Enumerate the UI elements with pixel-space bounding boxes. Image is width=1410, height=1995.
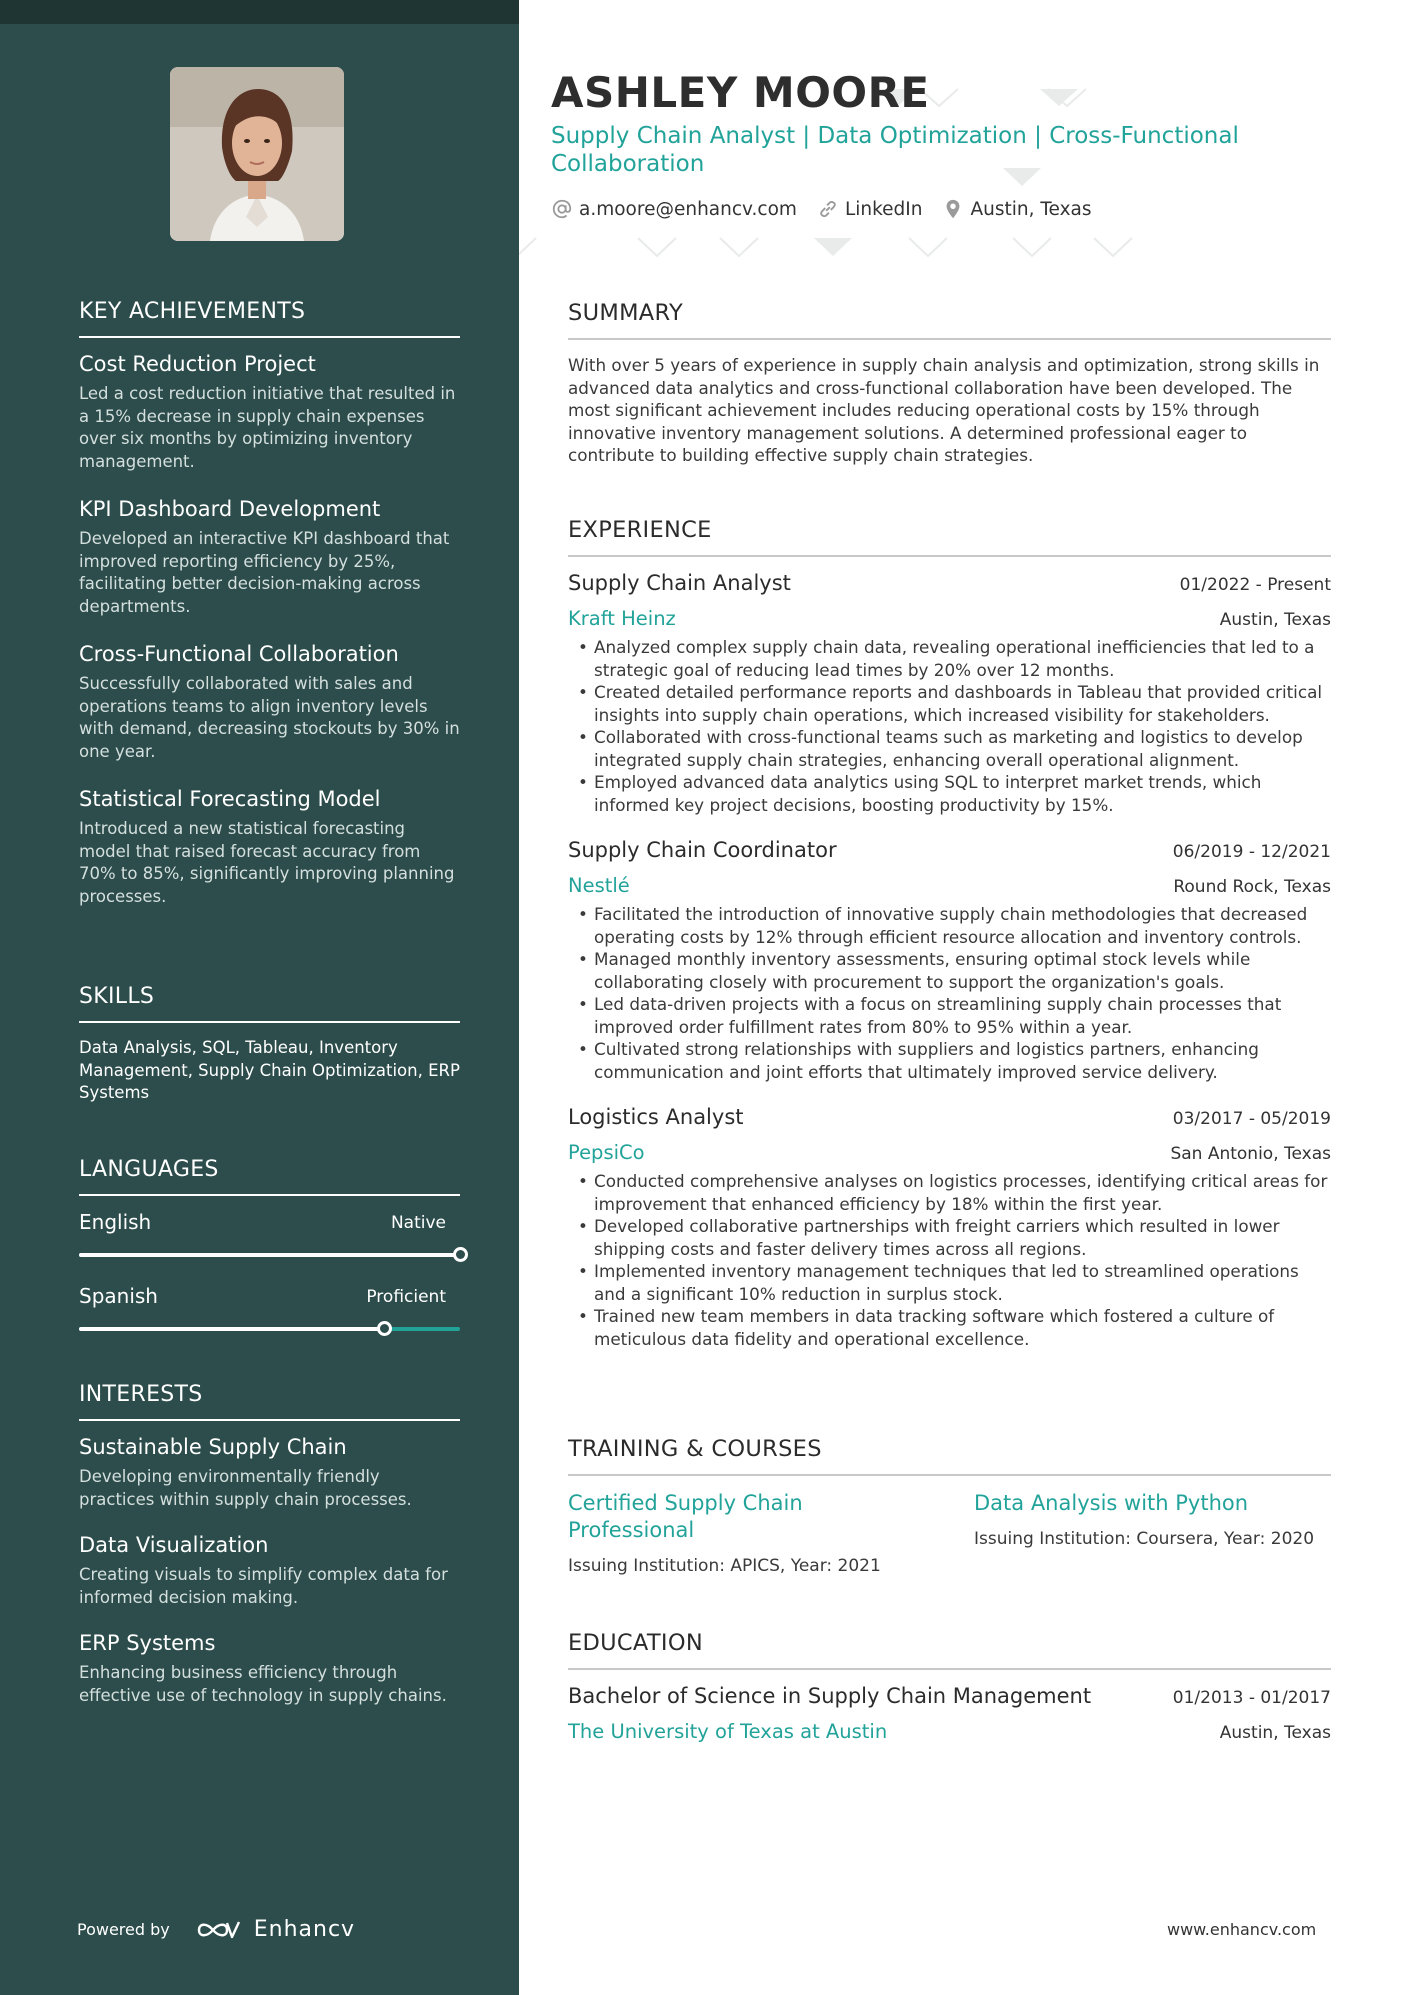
education-degree: Bachelor of Science in Supply Chain Management [568,1684,1092,1708]
job-company: PepsiCo [568,1141,645,1164]
language-proficiency-marker [377,1321,392,1336]
job-bullets [568,903,1331,1083]
education-dates: 01/2013 - 01/2017 [1172,1688,1331,1708]
job-bullet: • Facilitated the introduction of innovative supply chain methodologies that decreased operating costs by 12% through efficient resource allocation and inventory controls. [594,903,1331,948]
education-school: The University of Texas at Austin [568,1720,888,1743]
footer-url[interactable]: www.enhancv.com [1167,1920,1317,1939]
candidate-name: ASHLEY MOORE [551,68,930,117]
summary-section [568,300,1331,467]
course-desc: Issuing Institution: APICS, Year: 2021 [568,1556,881,1576]
job-entry [568,571,1331,816]
experience-heading: EXPERIENCE [568,517,1331,557]
job-title: Logistics Analyst [568,1105,744,1129]
interest-desc: Creating visuals to simplify complex data for informed decision making. [79,1565,448,1607]
job-location: Austin, Texas [1219,610,1331,630]
summary-text: With over 5 years of experience in supply chain analysis and optimization, strong skills in advanced data analytics and cross-functional collaboration have been developed. The most significant achievement includes reducing operational costs by 15% through innovative inventory management solutions. A determined professional eager to contribute to building effective supply chain strategies. [568,355,1320,465]
contact-email-text: a.moore@enhancv.com [579,198,797,220]
job-location: San Antonio, Texas [1170,1144,1331,1164]
job-title: Supply Chain Analyst [568,571,791,595]
interest-item [79,1631,460,1707]
language-proficiency-bar [79,1327,460,1331]
contact-location [942,198,1091,220]
interest-title: Sustainable Supply Chain [79,1435,347,1459]
powered-by-label: Powered by [77,1920,170,1939]
training-heading: TRAINING & COURSES [568,1436,1331,1476]
training-section [568,1436,1331,1576]
location-pin-icon [942,198,964,220]
language-proficiency-marker [453,1247,468,1262]
course-title: Data Analysis with Python [974,1491,1249,1515]
language-name: English [79,1210,152,1234]
achievement-desc: Developed an interactive KPI dashboard that improved reporting efficiency by 25%, facilitating better decision-making across departments. [79,529,450,616]
interest-desc: Developing environmentally friendly practices within supply chain processes. [79,1467,412,1509]
interest-title: Data Visualization [79,1533,269,1557]
job-bullet: • Implemented inventory management techniques that led to streamlined operations and a significant 10% reduction in surplus stock. [594,1260,1331,1305]
language-level: Native [390,1213,446,1233]
language-level: Proficient [366,1287,446,1307]
interest-item [79,1533,460,1609]
language-item [79,1210,460,1284]
language-proficiency-bar [79,1253,460,1257]
job-bullet: • Developed collaborative partnerships with freight carriers which resulted in lower shipping costs and faster delivery times across all regions. [594,1215,1331,1260]
contact-linkedin[interactable] [817,198,923,220]
link-icon [817,198,839,220]
education-section [568,1630,1331,1765]
job-bullet: • Cultivated strong relationships with suppliers and logistics partners, enhancing communication and joint efforts that ultimately improved service delivery. [594,1038,1331,1083]
job-company: Nestlé [568,874,630,897]
contact-linkedin-text: LinkedIn [844,198,923,220]
job-bullet: • Collaborated with cross-functional teams such as marketing and logistics to develop integrated supply chain strategies, enhancing overall operational alignment. [594,726,1331,771]
job-bullet: • Conducted comprehensive analyses on logistics processes, identifying critical areas for improvement that enhanced efficiency by 18% within the first year. [594,1170,1331,1215]
languages-heading: LANGUAGES [79,1157,460,1196]
languages-section [79,1157,460,1358]
job-bullet: • Employed advanced data analytics using SQL to interpret market trends, which informed key project decisions, boosting productivity by 15%. [594,771,1331,816]
summary-heading: SUMMARY [568,300,1331,340]
contact-email[interactable] [551,198,797,220]
job-bullet: • Led data-driven projects with a focus on streamlining supply chain processes that improved order fulfillment rates from 80% to 95% within a year. [594,993,1331,1038]
course-title: Certified Supply Chain Professional [568,1491,803,1542]
job-bullet: • Analyzed complex supply chain data, revealing operational inefficiencies that led to a strategic goal of reducing lead times by 20% over 12 months. [594,636,1331,681]
skills-section [79,984,460,1105]
at-icon [551,198,573,220]
job-entry [568,838,1331,1083]
enhancv-logo[interactable] [196,1917,355,1942]
achievements-heading: KEY ACHIEVEMENTS [79,299,460,338]
job-bullets [568,1170,1331,1350]
achievement-desc: Introduced a new statistical forecasting model that raised forecast accuracy from 70% to 85%, significantly improving planning processes. [79,819,455,906]
job-bullet: • Created detailed performance reports and dashboards in Tableau that provided critical insights into supply chain operations, which increased visibility for stakeholders. [594,681,1331,726]
job-bullet: • Trained new team members in data tracking software which fostered a culture of meticulous data fidelity and operational excellence. [594,1305,1331,1350]
course-item [974,1490,1331,1576]
job-location: Round Rock, Texas [1173,877,1331,897]
achievement-item [79,352,460,473]
contact-info [551,198,1112,220]
education-location: Austin, Texas [1219,1723,1331,1743]
enhancv-logo-icon [196,1918,242,1942]
powered-by [77,1917,355,1942]
sidebar-top-band [0,0,519,24]
job-bullets [568,636,1331,816]
interests-heading: INTERESTS [79,1382,460,1421]
achievement-title: KPI Dashboard Development [79,497,381,521]
achievements-section [79,299,460,932]
education-entry [568,1684,1331,1743]
course-item [568,1490,974,1576]
job-entry [568,1105,1331,1350]
language-name: Spanish [79,1284,158,1308]
achievement-item [79,787,460,908]
interest-title: ERP Systems [79,1631,216,1655]
job-dates: 06/2019 - 12/2021 [1172,842,1331,862]
interests-section [79,1382,460,1729]
language-item [79,1284,460,1358]
candidate-headline: Supply Chain Analyst | Data Optimization | Cross-Functional Collaboration [551,123,1239,177]
job-company: Kraft Heinz [568,607,676,630]
job-bullet: • Managed monthly inventory assessments, ensuring optimal stock levels while collaborating closely with procurement to support the organization's goals. [594,948,1331,993]
achievement-desc: Led a cost reduction initiative that resulted in a 15% decrease in supply chain expenses over six months by optimizing inventory management. [79,384,456,471]
sidebar [0,0,519,1995]
contact-location-text: Austin, Texas [970,198,1092,220]
interest-desc: Enhancing business efficiency through effective use of technology in supply chains. [79,1663,447,1705]
job-title: Supply Chain Coordinator [568,838,837,862]
profile-photo [170,67,344,241]
achievement-desc: Successfully collaborated with sales and operations teams to align inventory levels with demand, decreasing stockouts by 30% in one year. [79,674,460,761]
job-dates: 01/2022 - Present [1179,575,1331,595]
achievement-item [79,642,460,763]
interest-item [79,1435,460,1511]
enhancv-brand-name: Enhancv [253,1917,356,1942]
achievement-title: Statistical Forecasting Model [79,787,381,811]
achievement-title: Cross-Functional Collaboration [79,642,399,666]
achievement-item [79,497,460,618]
skills-heading: SKILLS [79,984,460,1023]
course-desc: Issuing Institution: Coursera, Year: 2020 [974,1529,1315,1549]
language-proficiency-fill [79,1327,384,1331]
achievement-title: Cost Reduction Project [79,352,316,376]
job-dates: 03/2017 - 05/2019 [1172,1109,1331,1129]
language-proficiency-fill [79,1253,460,1257]
education-heading: EDUCATION [568,1630,1331,1670]
skills-list: Data Analysis, SQL, Tableau, Inventory Management, Supply Chain Optimization, ERP Systems [79,1038,460,1102]
experience-section [568,517,1331,1372]
